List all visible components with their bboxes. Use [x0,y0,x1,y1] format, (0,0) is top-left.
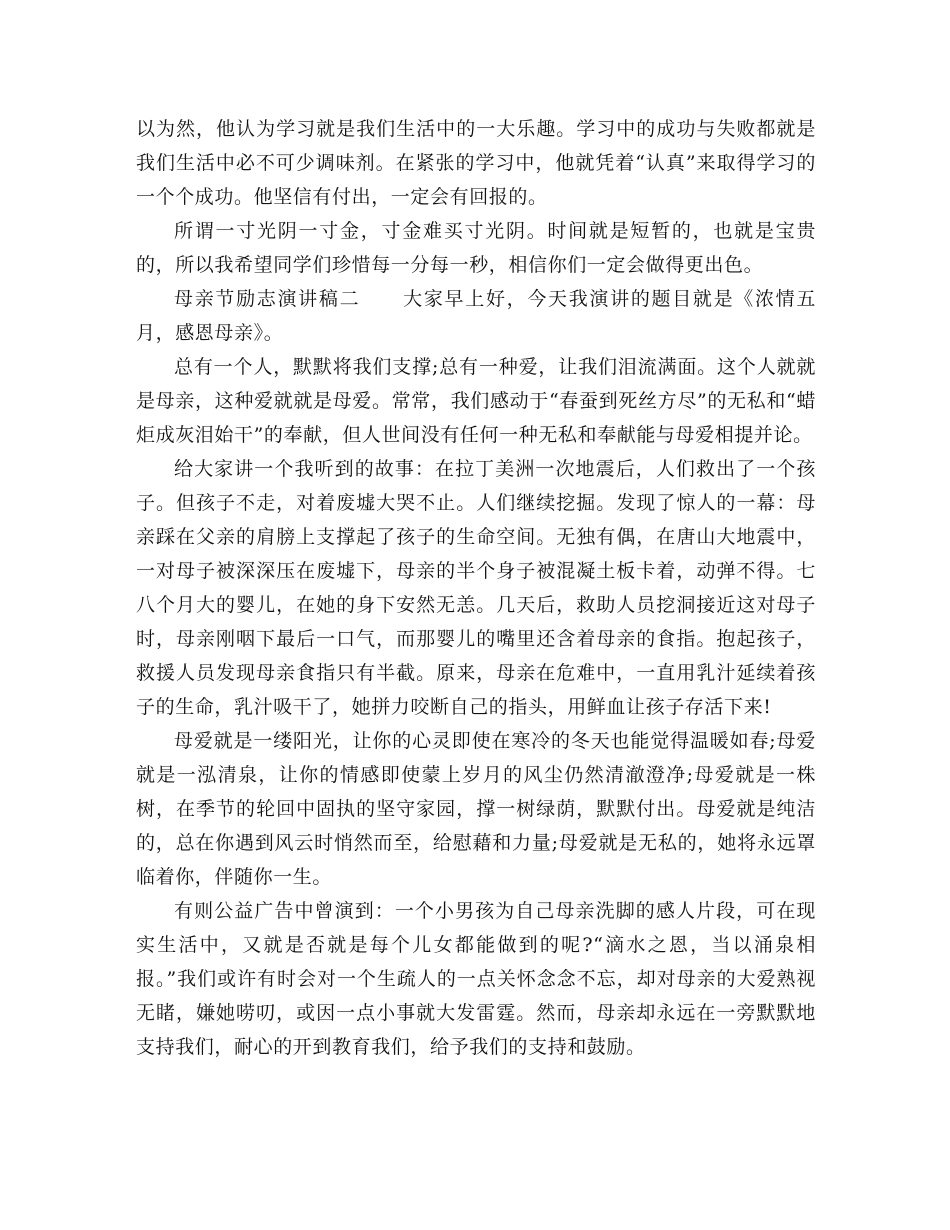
paragraph-continuation: 以为然，他认为学习就是我们生活中的一大乐趣。学习中的成功与失败都就是我们生活中必不可少调味剂。在紧张的学习中，他就凭着“认真”来取得学习的一个个成功。他坚信有付出，一定会有回报的。 [136,118,816,208]
paragraph-time-cherish: 所谓一寸光阴一寸金，寸金难买寸光阴。时间就是短暂的，也就是宝贵的，所以我希望同学们珍惜每一分每一秒，相信你们一定会做得更出色。 [136,220,816,276]
paragraph-mother-love-metaphors: 母爱就是一缕阳光，让你的心灵即使在寒冷的冬天也能觉得温暖如春;母爱就是一泓清泉，让你的情感即使蒙上岁月的风尘仍然清澈澄净;母爱就是一株树，在季节的轮回中固执的坚守家园，撑一树绿荫，默默付出。母爱就是纯洁的，总在你遇到风云时悄然而至，给慰藉和力量;母爱就是无私的，她将永远罩临着你，伴随你一生。 [136,730,816,888]
paragraph-mother-love-intro: 总有一个人，默默将我们支撑;总有一种爱，让我们泪流满面。这个人就就是母亲，这种爱就就是母爱。常常，我们感动于“春蚕到死丝方尽”的无私和“蜡炬成灰泪始干”的奉献，但人世间没有任何一种无私和奉献能与母爱相提并论。 [136,356,816,446]
speech-title: 母亲节励志演讲稿二 [174,288,361,310]
paragraph-public-service-ad: 有则公益广告中曾演到：一个小男孩为自己母亲洗脚的感人片段，可在现实生活中，又就是否就是每个儿女都能做到的呢?“滴水之恩，当以涌泉相报。”我们或许有时会对一个生疏人的一点关怀念念不忘，却对母亲的大爱熟视无睹，嫌她唠叨，或因一点小事就大发雷霆。然而，母亲却永远在一旁默默地支持我们，耐心的开到教育我们，给予我们的支持和鼓励。 [136,900,816,1058]
document-body [136,112,816,1064]
paragraph-earthquake-story: 给大家讲一个我听到的故事：在拉丁美洲一次地震后，人们救出了一个孩子。但孩子不走，对着废墟大哭不止。人们继续挖掘。发现了惊人的一幕：母亲踩在父亲的肩膀上支撑起了孩子的生命空间。无独有偶，在唐山大地震中，一对母子被深深压在废墟下，母亲的半个身子被混凝土板卡着，动弹不得。七八个月大的婴儿，在她的身下安然无恙。几天后，救助人员挖洞接近这对母子时，母亲刚咽下最后一口气，而那婴儿的嘴里还含着母亲的食指。抱起孩子，救援人员发现母亲食指只有半截。原来，母亲在危难中，一直用乳汁延续着孩子的生命，乳汁吸干了，她拼力咬断自己的指头，用鲜血让孩子存活下来! [136,458,816,718]
speech-heading-paragraph [136,282,816,350]
speech-opening: 大家早上好，今天我演讲的题目就是《浓情五月，感恩母亲》。 [136,288,816,344]
